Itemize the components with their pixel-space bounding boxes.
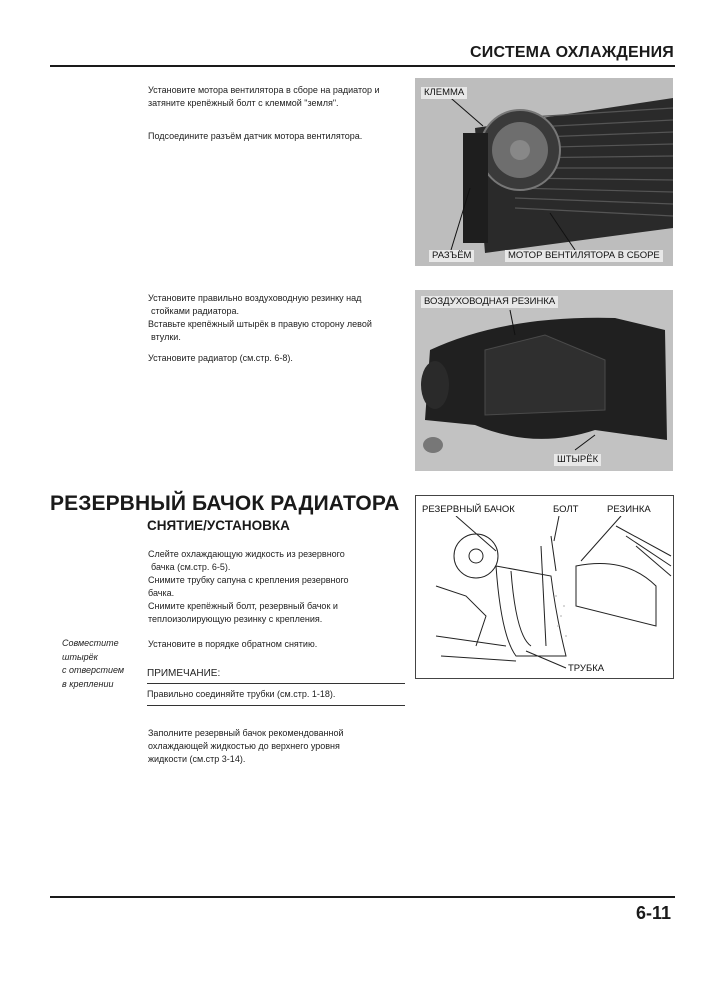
label-fan-motor: МОТОР ВЕНТИЛЯТОРА В СБОРЕ — [505, 250, 663, 262]
fill-step: жидкости (см.стр 3-14). — [148, 754, 246, 764]
block2-text — [148, 292, 403, 365]
block2-paragraph: Установите радиатор (см.стр. 6-8). — [148, 353, 293, 363]
label-tube: ТРУБКА — [568, 663, 605, 674]
page-number: 6-11 — [635, 903, 671, 923]
block1-paragraph: Подсоедините разъём датчик мотора вентилятора. — [148, 131, 363, 141]
label-reserve-tank: РЕЗЕРВНЫЙ БАЧОК — [422, 504, 515, 515]
label-rubber: РЕЗИНКА — [607, 504, 651, 515]
fan-motor-photo — [415, 78, 673, 266]
block2-paragraph: втулки. — [151, 332, 181, 342]
block2-paragraph: стойками радиатора. — [151, 306, 240, 316]
header-rule — [50, 65, 675, 67]
fill-steps — [148, 727, 403, 766]
block2-paragraph: Установите правильно воздуховодную резинку над — [148, 293, 362, 303]
note-rule-bottom — [147, 705, 405, 706]
removal-step: Снимите крепёжный болт, резервный бачок и — [148, 601, 338, 611]
air-rubber-photo — [415, 290, 673, 471]
fan-motor-illustration — [415, 78, 673, 266]
section-header: СИСТЕМА ОХЛАЖДЕНИЯ — [470, 44, 674, 61]
note-rule-top — [147, 683, 405, 684]
block1-paragraph: Установите мотора вентилятора в сборе на радиатор и затяните крепёжный болт с клеммой "земля". — [148, 85, 380, 108]
removal-step: бачка (см.стр. 6-5). — [151, 562, 231, 572]
note-text: Правильно соединяйте трубки (см.стр. 1-18). — [147, 689, 336, 699]
block2-paragraph: Вставьте крепёжный штырёк в правую сторону левой — [148, 319, 372, 329]
removal-step: Слейте охлаждающую жидкость из резервного — [148, 549, 345, 559]
label-terminal: КЛЕММА — [421, 87, 467, 99]
section-title: РЕЗЕРВНЫЙ БАЧОК РАДИАТОРА — [50, 492, 400, 515]
radiator-illustration — [415, 290, 673, 471]
install-step: Установите в порядке обратном снятию. — [148, 639, 318, 649]
removal-step: Снимите трубку сапуна с крепления резервного — [148, 575, 349, 585]
block1-text — [148, 84, 403, 143]
label-pin: ШТЫРЁК — [554, 454, 601, 466]
label-connector: РАЗЪЁМ — [429, 250, 474, 262]
section-subtitle: СНЯТИЕ/УСТАНОВКА — [147, 518, 290, 533]
label-bolt: БОЛТ — [553, 504, 579, 515]
side-note-line: с отверстием — [62, 665, 125, 675]
reserve-tank-diagram — [415, 495, 674, 679]
removal-steps — [148, 548, 403, 626]
label-air-rubber: ВОЗДУХОВОДНАЯ РЕЗИНКА — [421, 296, 558, 308]
reserve-tank-illustration — [416, 496, 673, 678]
removal-step: теплоизолирующую резинку с крепления. — [148, 614, 323, 624]
side-note-line: штырёк — [62, 651, 98, 662]
side-note-line: в креплении — [62, 678, 114, 689]
fill-step: Заполните резервный бачок рекомендованной — [148, 728, 344, 738]
note-title: ПРИМЕЧАНИЕ: — [147, 668, 221, 679]
fill-step: охлаждающей жидкостью до верхнего уровня — [148, 741, 340, 751]
side-note-line: Совместите — [62, 638, 119, 648]
removal-step: бачка. — [148, 588, 175, 598]
side-note — [62, 637, 142, 691]
footer-rule — [50, 896, 675, 898]
